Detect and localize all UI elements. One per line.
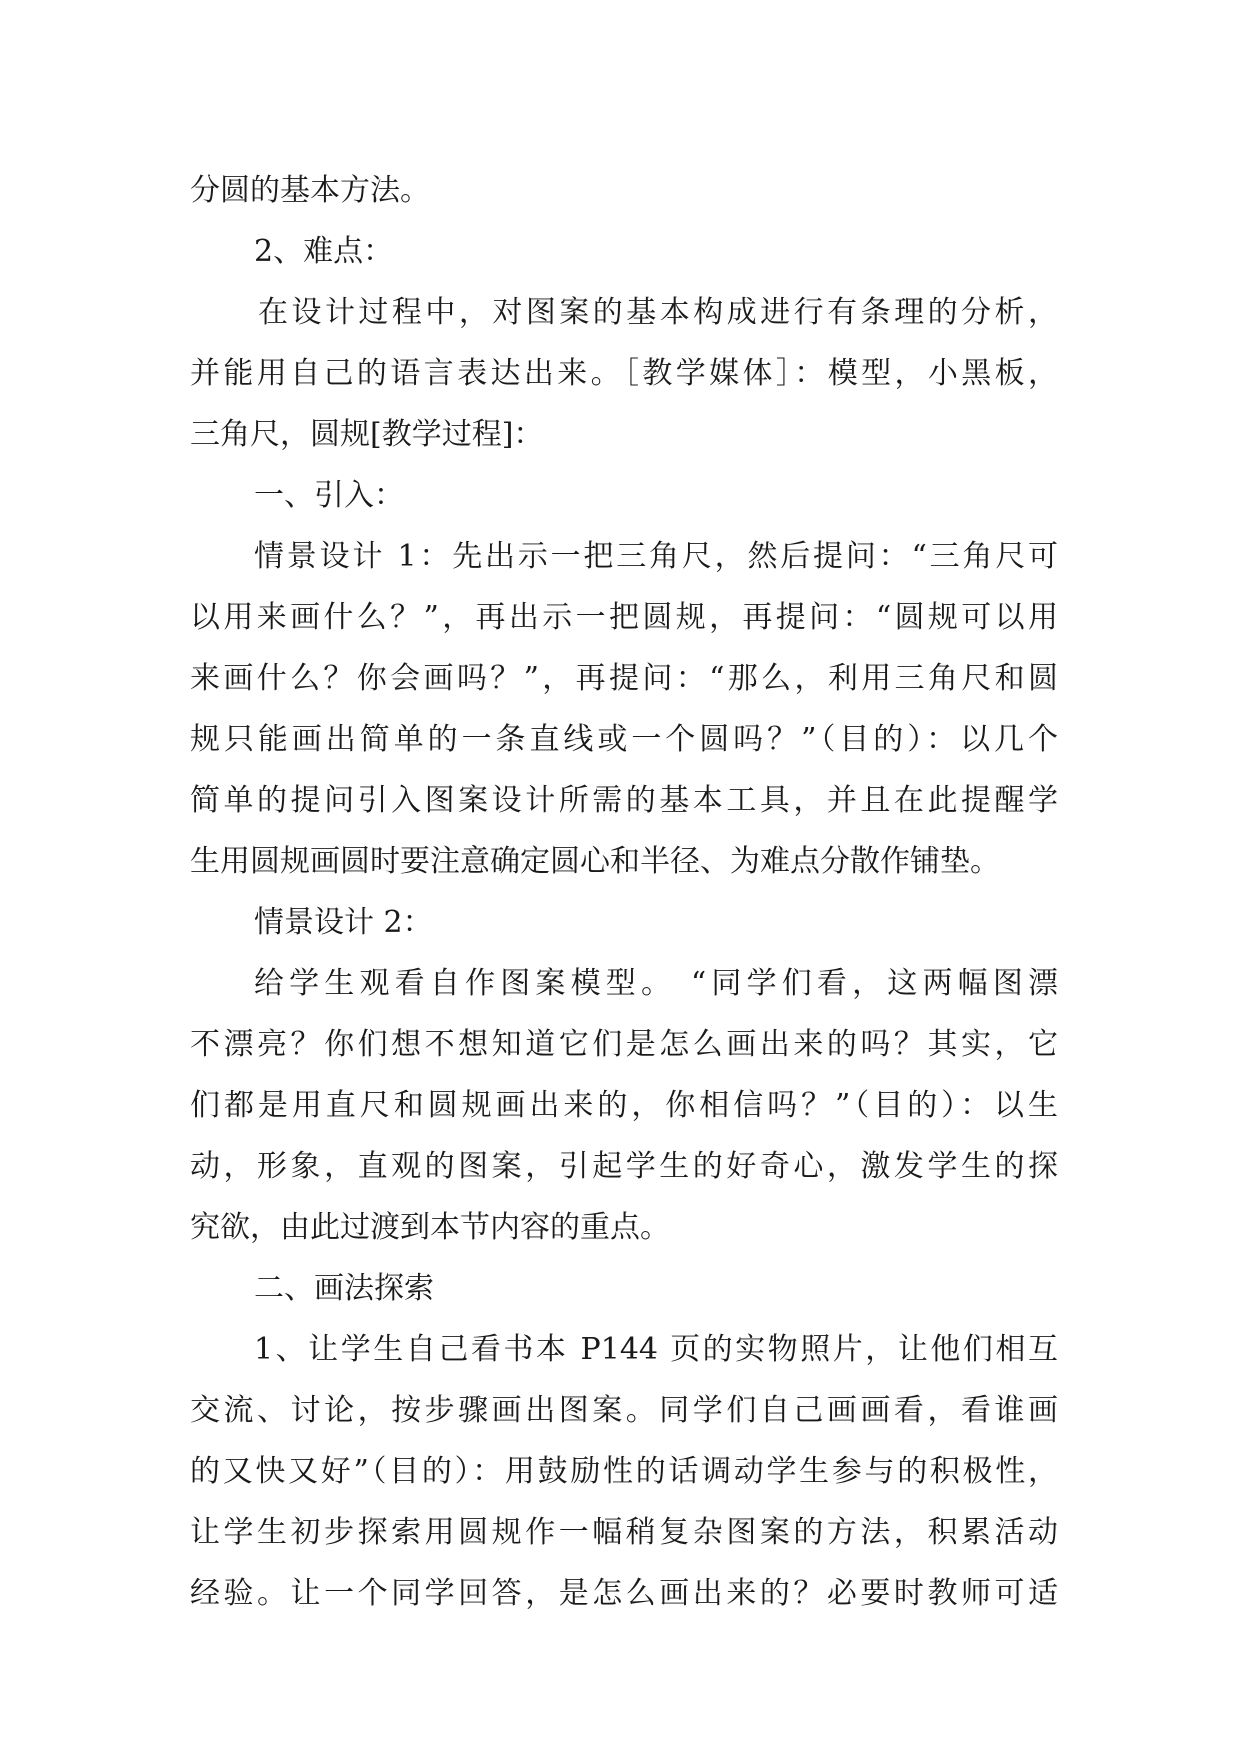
text-line: 不漂亮？你们想不想知道它们是怎么画出来的吗？其实，它	[190, 1027, 1058, 1062]
text-line: 1、让学生自己看书本 P144 页的实物照片，让他们相互	[254, 1332, 1058, 1367]
document-body	[190, 160, 1058, 1624]
text-line: 以用来画什么？”，再出示一把圆规，再提问：“圆规可以用	[190, 600, 1058, 635]
paragraph-scenario-1	[190, 526, 1058, 892]
text-line: 情景设计 1：先出示一把三角尺，然后提问：“三角尺可	[254, 539, 1058, 574]
paragraph-difficulty-body	[190, 282, 1058, 465]
text-line: 给学生观看自作图案模型。 “同学们看，这两幅图漂	[254, 966, 1058, 1001]
paragraph-explore-1	[190, 1319, 1058, 1624]
text-line: 在设计过程中，对图案的基本构成进行有条理的分析，	[258, 295, 1058, 330]
text-line: 规只能画出简单的一条直线或一个圆吗？”（目的）：以几个	[190, 722, 1058, 757]
section-heading: 一、引入：	[254, 478, 404, 513]
paragraph-scenario-2-heading	[190, 892, 1058, 953]
paragraph-scenario-2-body	[190, 953, 1058, 1258]
text-line: 生用圆规画圆时要注意确定圆心和半径、为难点分散作铺垫。	[190, 844, 1000, 879]
text-line: 三角尺，圆规[教学过程]：	[190, 417, 544, 452]
text-line: 并能用自己的语言表达出来。［教学媒体］：模型，小黑板，	[190, 356, 1058, 391]
section-heading: 2、难点：	[254, 234, 394, 269]
text-line: 交流、讨论，按步骤画出图案。同学们自己画画看，看谁画	[190, 1393, 1058, 1428]
paragraph-intro-heading	[190, 465, 1058, 526]
text-line: 让学生初步探索用圆规作一幅稍复杂图案的方法，积累活动	[190, 1515, 1058, 1550]
text-line: 动，形象，直观的图案，引起学生的好奇心，激发学生的探	[190, 1149, 1058, 1184]
text-line: 经验。让一个同学回答，是怎么画出来的？必要时教师可适	[190, 1576, 1058, 1611]
text-line: 们都是用直尺和圆规画出来的，你相信吗？”（目的）：以生	[190, 1088, 1058, 1123]
text-line: 来画什么？你会画吗？”，再提问：“那么，利用三角尺和圆	[190, 661, 1058, 696]
section-heading: 二、画法探索	[254, 1271, 434, 1306]
text-line: 简单的提问引入图案设计所需的基本工具，并且在此提醒学	[190, 783, 1058, 818]
paragraph-difficulty-heading	[190, 221, 1058, 282]
text-line: 的又快又好”（目的）：用鼓励性的话调动学生参与的积极性，	[190, 1454, 1058, 1489]
paragraph-explore-heading	[190, 1258, 1058, 1319]
section-heading: 情景设计 2：	[254, 905, 433, 940]
text-line: 分圆的基本方法。	[190, 173, 430, 208]
paragraph-intro-tail	[190, 160, 1058, 221]
text-line: 究欲，由此过渡到本节内容的重点。	[190, 1210, 670, 1245]
